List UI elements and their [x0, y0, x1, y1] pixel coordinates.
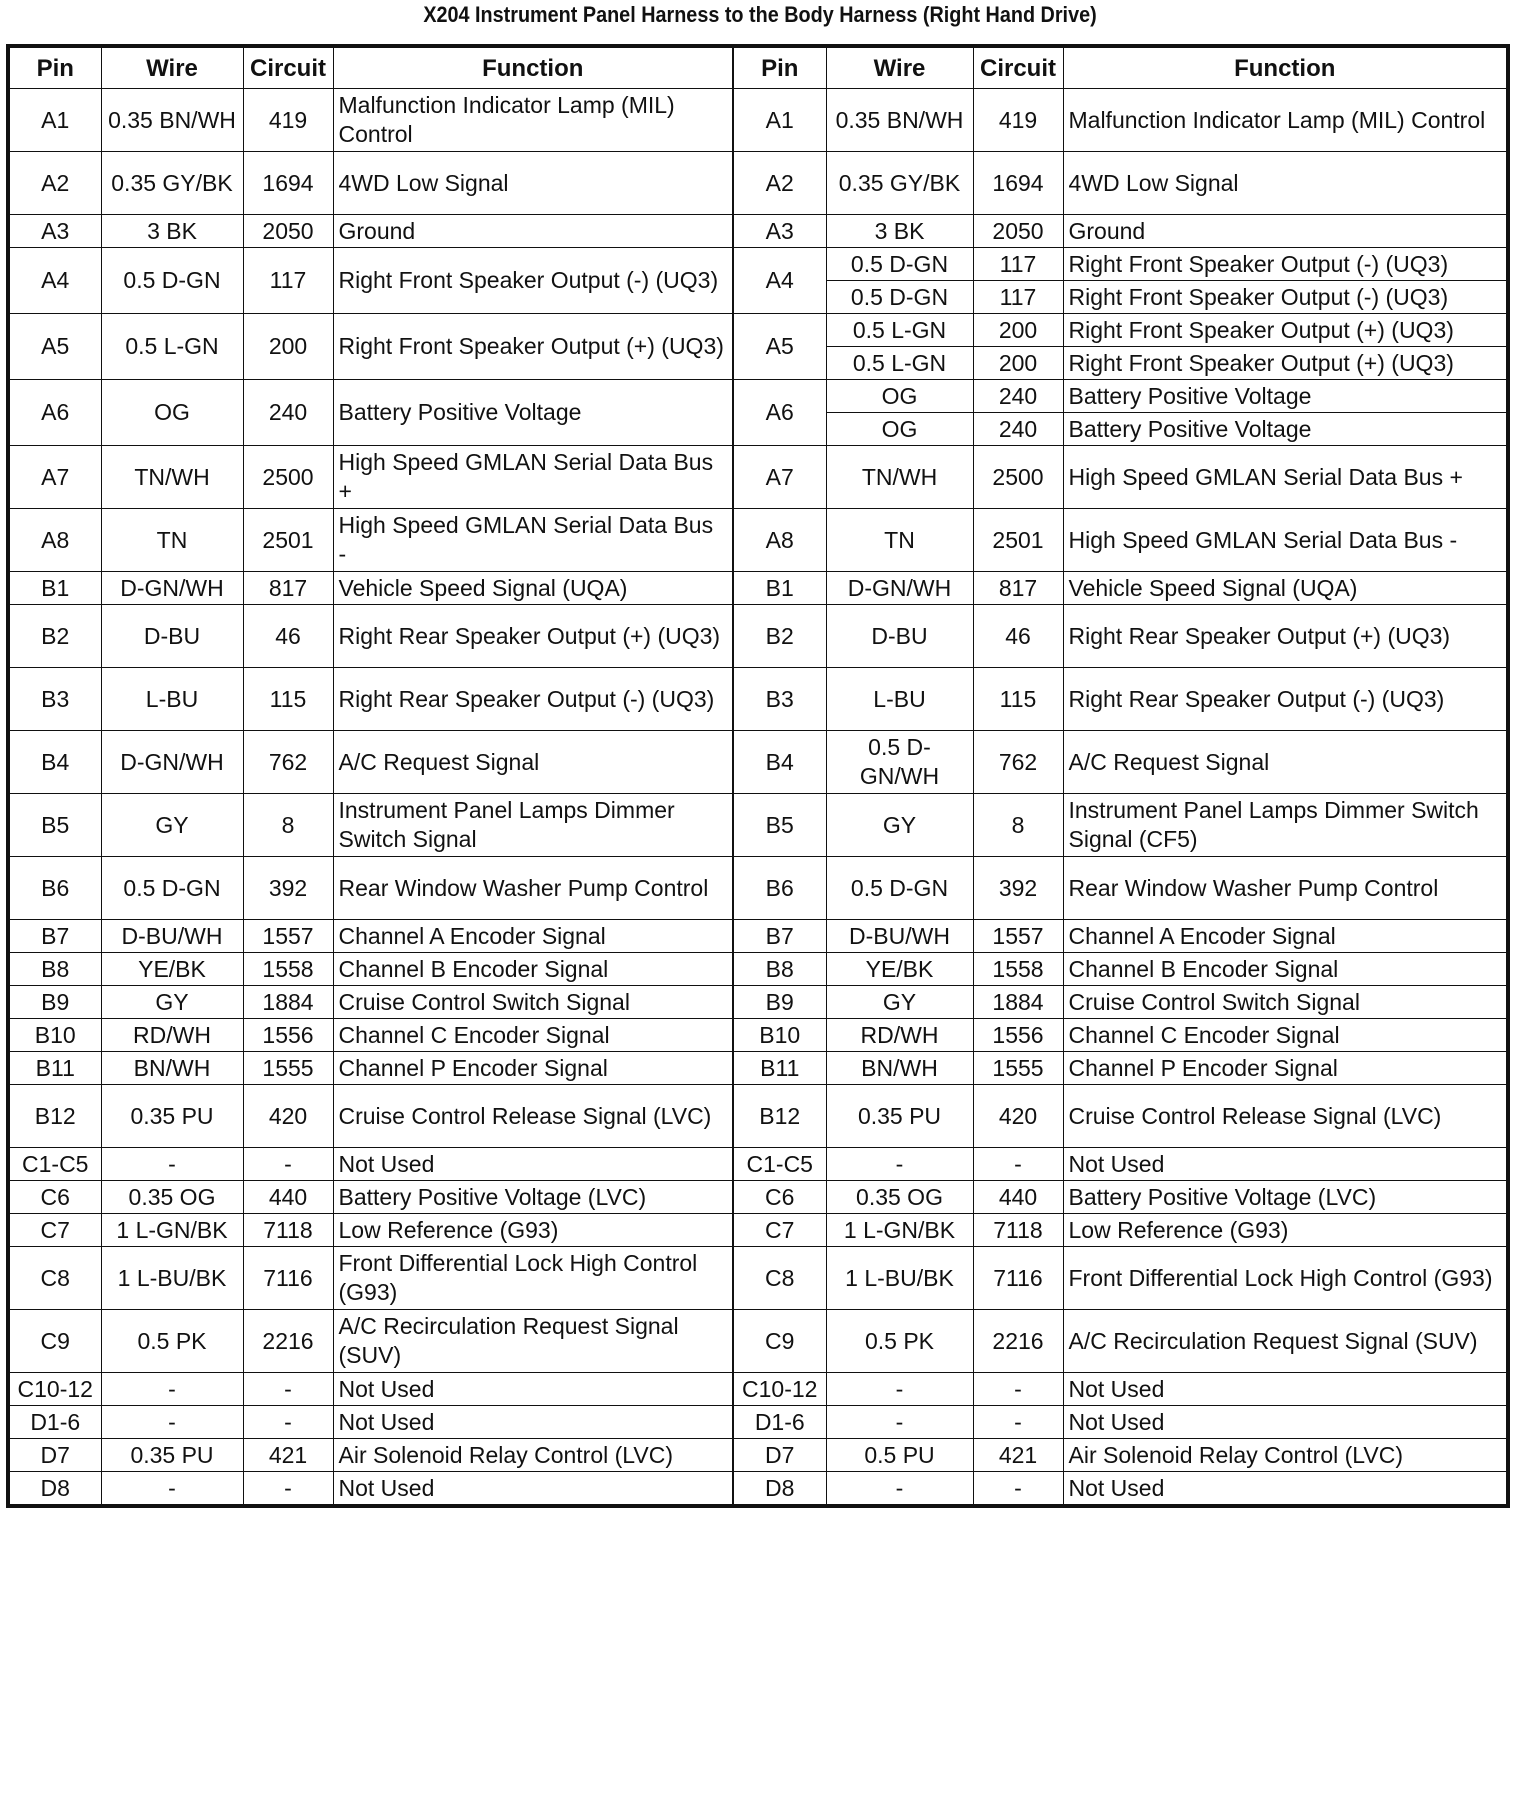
- pin-cell: A3: [733, 215, 826, 248]
- table-row: [8, 1085, 1508, 1148]
- circuit-cell: 1556: [243, 1019, 333, 1052]
- table-row: [8, 215, 1508, 248]
- function-cell: Instrument Panel Lamps Dimmer Switch Signal (CF5): [1063, 794, 1508, 857]
- function-cell: Right Front Speaker Output (+) (UQ3): [1063, 314, 1508, 347]
- table-row: [8, 953, 1508, 986]
- header-circuit: Circuit: [243, 46, 333, 89]
- function-cell: Ground: [333, 215, 733, 248]
- circuit-cell: 7118: [973, 1214, 1063, 1247]
- pin-cell: C7: [733, 1214, 826, 1247]
- pin-cell: A7: [8, 446, 101, 509]
- function-cell: Battery Positive Voltage: [1063, 380, 1508, 413]
- wire-cell: D-GN/WH: [101, 731, 243, 794]
- pin-cell: A1: [733, 89, 826, 152]
- circuit-cell: 762: [243, 731, 333, 794]
- circuit-cell: 2501: [243, 509, 333, 572]
- function-cell: Cruise Control Release Signal (LVC): [1063, 1085, 1508, 1148]
- circuit-cell: 2501: [973, 509, 1063, 572]
- function-cell: 4WD Low Signal: [1063, 152, 1508, 215]
- function-cell: Channel C Encoder Signal: [1063, 1019, 1508, 1052]
- wire-cell: D-BU: [826, 605, 973, 668]
- circuit-cell: 115: [243, 668, 333, 731]
- pin-cell: D7: [733, 1439, 826, 1472]
- circuit-cell: 1884: [243, 986, 333, 1019]
- pin-cell: B8: [733, 953, 826, 986]
- function-cell: Not Used: [333, 1148, 733, 1181]
- function-cell: Battery Positive Voltage: [333, 380, 733, 446]
- pin-cell: B10: [733, 1019, 826, 1052]
- pin-cell: B4: [8, 731, 101, 794]
- wire-cell: GY: [101, 794, 243, 857]
- wire-cell: 0.5 D-GN: [101, 248, 243, 314]
- pin-cell: C10-12: [733, 1373, 826, 1406]
- pin-cell: C8: [8, 1247, 101, 1310]
- pin-cell: B6: [8, 857, 101, 920]
- wire-cell: 0.5 D-GN: [826, 281, 973, 314]
- pin-cell: A7: [733, 446, 826, 509]
- pin-cell: B3: [733, 668, 826, 731]
- pin-cell: B9: [8, 986, 101, 1019]
- function-cell: Not Used: [333, 1472, 733, 1507]
- pin-cell: B10: [8, 1019, 101, 1052]
- function-cell: Battery Positive Voltage: [1063, 413, 1508, 446]
- circuit-cell: 7116: [243, 1247, 333, 1310]
- circuit-cell: 200: [973, 314, 1063, 347]
- function-cell: High Speed GMLAN Serial Data Bus -: [333, 509, 733, 572]
- pin-cell: A4: [733, 248, 826, 314]
- function-cell: Right Rear Speaker Output (-) (UQ3): [1063, 668, 1508, 731]
- circuit-cell: -: [243, 1373, 333, 1406]
- function-cell: Malfunction Indicator Lamp (MIL) Control: [1063, 89, 1508, 152]
- pin-cell: B5: [733, 794, 826, 857]
- pin-cell: C6: [733, 1181, 826, 1214]
- table-row: [8, 1019, 1508, 1052]
- pin-cell: A5: [8, 314, 101, 380]
- function-cell: High Speed GMLAN Serial Data Bus +: [333, 446, 733, 509]
- function-cell: Low Reference (G93): [1063, 1214, 1508, 1247]
- page-title: X204 Instrument Panel Harness to the Body Harness (Right Hand Drive): [423, 2, 1097, 27]
- function-cell: Cruise Control Switch Signal: [1063, 986, 1508, 1019]
- pin-cell: A2: [733, 152, 826, 215]
- wire-cell: 0.35 BN/WH: [826, 89, 973, 152]
- pin-cell: B12: [8, 1085, 101, 1148]
- function-cell: Channel B Encoder Signal: [1063, 953, 1508, 986]
- pin-cell: B2: [8, 605, 101, 668]
- wire-cell: 0.5 L-GN: [101, 314, 243, 380]
- wire-cell: -: [826, 1148, 973, 1181]
- pin-cell: B1: [8, 572, 101, 605]
- wire-cell: 1 L-GN/BK: [826, 1214, 973, 1247]
- pin-cell: D1-6: [8, 1406, 101, 1439]
- circuit-cell: 1694: [243, 152, 333, 215]
- circuit-cell: 419: [973, 89, 1063, 152]
- circuit-cell: 200: [973, 347, 1063, 380]
- function-cell: Rear Window Washer Pump Control: [1063, 857, 1508, 920]
- circuit-cell: 117: [973, 248, 1063, 281]
- table-row: [8, 1472, 1508, 1507]
- function-cell: A/C Request Signal: [333, 731, 733, 794]
- function-cell: Channel A Encoder Signal: [333, 920, 733, 953]
- function-cell: Not Used: [1063, 1472, 1508, 1507]
- wire-cell: 0.35 PU: [826, 1085, 973, 1148]
- pin-cell: C10-12: [8, 1373, 101, 1406]
- wire-cell: 0.35 GY/BK: [826, 152, 973, 215]
- wire-cell: 0.35 OG: [101, 1181, 243, 1214]
- wire-cell: 1 L-BU/BK: [101, 1247, 243, 1310]
- function-cell: Air Solenoid Relay Control (LVC): [1063, 1439, 1508, 1472]
- table-row: [8, 1373, 1508, 1406]
- function-cell: Right Front Speaker Output (-) (UQ3): [1063, 281, 1508, 314]
- wire-cell: 0.35 PU: [101, 1085, 243, 1148]
- wire-cell: -: [101, 1406, 243, 1439]
- circuit-cell: -: [973, 1148, 1063, 1181]
- circuit-cell: 1558: [973, 953, 1063, 986]
- wire-cell: OG: [826, 413, 973, 446]
- circuit-cell: 762: [973, 731, 1063, 794]
- circuit-cell: 419: [243, 89, 333, 152]
- wire-cell: -: [101, 1472, 243, 1507]
- circuit-cell: 115: [973, 668, 1063, 731]
- wire-cell: 0.5 PK: [826, 1310, 973, 1373]
- table-row: [8, 380, 1508, 413]
- circuit-cell: -: [973, 1373, 1063, 1406]
- table-row: [8, 89, 1508, 152]
- wire-cell: D-BU/WH: [101, 920, 243, 953]
- pin-cell: B11: [733, 1052, 826, 1085]
- circuit-cell: 46: [243, 605, 333, 668]
- circuit-cell: 817: [243, 572, 333, 605]
- circuit-cell: 2500: [973, 446, 1063, 509]
- pin-cell: D1-6: [733, 1406, 826, 1439]
- pin-cell: B5: [8, 794, 101, 857]
- function-cell: Rear Window Washer Pump Control: [333, 857, 733, 920]
- wire-cell: 0.5 D-GN: [826, 857, 973, 920]
- wire-cell: YE/BK: [826, 953, 973, 986]
- wire-cell: GY: [101, 986, 243, 1019]
- table-row: [8, 314, 1508, 347]
- function-cell: A/C Request Signal: [1063, 731, 1508, 794]
- wire-cell: 0.5 PU: [826, 1439, 973, 1472]
- function-cell: Not Used: [1063, 1406, 1508, 1439]
- wire-cell: -: [826, 1373, 973, 1406]
- pin-cell: B8: [8, 953, 101, 986]
- wire-cell: RD/WH: [826, 1019, 973, 1052]
- function-cell: High Speed GMLAN Serial Data Bus +: [1063, 446, 1508, 509]
- pin-cell: C6: [8, 1181, 101, 1214]
- pin-cell: A8: [733, 509, 826, 572]
- table-row: [8, 857, 1508, 920]
- pin-cell: B6: [733, 857, 826, 920]
- pin-cell: A6: [8, 380, 101, 446]
- function-cell: Ground: [1063, 215, 1508, 248]
- wire-cell: D-BU: [101, 605, 243, 668]
- function-cell: Channel C Encoder Signal: [333, 1019, 733, 1052]
- table-row: [8, 1052, 1508, 1085]
- function-cell: Not Used: [333, 1373, 733, 1406]
- circuit-cell: 2050: [973, 215, 1063, 248]
- circuit-cell: 392: [973, 857, 1063, 920]
- wire-cell: 0.5 D-GN: [101, 857, 243, 920]
- pin-cell: D7: [8, 1439, 101, 1472]
- circuit-cell: 46: [973, 605, 1063, 668]
- function-cell: Cruise Control Switch Signal: [333, 986, 733, 1019]
- function-cell: Not Used: [1063, 1373, 1508, 1406]
- function-cell: Vehicle Speed Signal (UQA): [1063, 572, 1508, 605]
- header-pin: Pin: [8, 46, 101, 89]
- circuit-cell: 7118: [243, 1214, 333, 1247]
- function-cell: Not Used: [1063, 1148, 1508, 1181]
- wire-cell: 0.5 L-GN: [826, 347, 973, 380]
- function-cell: Front Differential Lock High Control (G93): [333, 1247, 733, 1310]
- pin-cell: C7: [8, 1214, 101, 1247]
- wire-cell: 0.35 GY/BK: [101, 152, 243, 215]
- function-cell: Channel P Encoder Signal: [1063, 1052, 1508, 1085]
- function-cell: Battery Positive Voltage (LVC): [1063, 1181, 1508, 1214]
- pin-cell: A8: [8, 509, 101, 572]
- circuit-cell: 1556: [973, 1019, 1063, 1052]
- table-row: [8, 446, 1508, 509]
- header-function: Function: [333, 46, 733, 89]
- wire-cell: TN: [826, 509, 973, 572]
- function-cell: Channel A Encoder Signal: [1063, 920, 1508, 953]
- pin-cell: B9: [733, 986, 826, 1019]
- circuit-cell: 2216: [973, 1310, 1063, 1373]
- header-pin: Pin: [733, 46, 826, 89]
- pin-cell: D8: [8, 1472, 101, 1507]
- table-row: [8, 1214, 1508, 1247]
- function-cell: Right Front Speaker Output (-) (UQ3): [333, 248, 733, 314]
- function-cell: Battery Positive Voltage (LVC): [333, 1181, 733, 1214]
- pinout-table: [6, 44, 1510, 1508]
- table-row: [8, 572, 1508, 605]
- wire-cell: 0.35 BN/WH: [101, 89, 243, 152]
- table-row: [8, 152, 1508, 215]
- pin-cell: B11: [8, 1052, 101, 1085]
- circuit-cell: -: [243, 1472, 333, 1507]
- wire-cell: L-BU: [101, 668, 243, 731]
- pin-cell: A3: [8, 215, 101, 248]
- table-row: [8, 1406, 1508, 1439]
- circuit-cell: 392: [243, 857, 333, 920]
- circuit-cell: 8: [243, 794, 333, 857]
- function-cell: Right Rear Speaker Output (+) (UQ3): [1063, 605, 1508, 668]
- wire-cell: TN/WH: [826, 446, 973, 509]
- circuit-cell: -: [973, 1406, 1063, 1439]
- header-circuit: Circuit: [973, 46, 1063, 89]
- wire-cell: 0.5 D-GN/WH: [826, 731, 973, 794]
- circuit-cell: 817: [973, 572, 1063, 605]
- circuit-cell: 440: [973, 1181, 1063, 1214]
- table-row: [8, 605, 1508, 668]
- pin-cell: A4: [8, 248, 101, 314]
- circuit-cell: 240: [243, 380, 333, 446]
- wire-cell: 1 L-GN/BK: [101, 1214, 243, 1247]
- pin-cell: D8: [733, 1472, 826, 1507]
- circuit-cell: 420: [973, 1085, 1063, 1148]
- table-row: [8, 1310, 1508, 1373]
- table-row: [8, 986, 1508, 1019]
- header-function: Function: [1063, 46, 1508, 89]
- wire-cell: D-GN/WH: [101, 572, 243, 605]
- circuit-cell: 117: [973, 281, 1063, 314]
- circuit-cell: 1555: [973, 1052, 1063, 1085]
- pin-cell: C8: [733, 1247, 826, 1310]
- circuit-cell: 2216: [243, 1310, 333, 1373]
- wire-cell: 0.35 PU: [101, 1439, 243, 1472]
- circuit-cell: -: [243, 1148, 333, 1181]
- function-cell: Channel P Encoder Signal: [333, 1052, 733, 1085]
- pin-cell: B3: [8, 668, 101, 731]
- header-row: [8, 46, 1508, 89]
- table-row: [8, 920, 1508, 953]
- function-cell: A/C Recirculation Request Signal (SUV): [333, 1310, 733, 1373]
- circuit-cell: 440: [243, 1181, 333, 1214]
- wire-cell: GY: [826, 794, 973, 857]
- circuit-cell: 1555: [243, 1052, 333, 1085]
- circuit-cell: 1558: [243, 953, 333, 986]
- function-cell: Right Front Speaker Output (+) (UQ3): [333, 314, 733, 380]
- circuit-cell: 1694: [973, 152, 1063, 215]
- wire-cell: 0.5 PK: [101, 1310, 243, 1373]
- wire-cell: 0.35 OG: [826, 1181, 973, 1214]
- function-cell: Not Used: [333, 1406, 733, 1439]
- function-cell: A/C Recirculation Request Signal (SUV): [1063, 1310, 1508, 1373]
- circuit-cell: 7116: [973, 1247, 1063, 1310]
- wire-cell: L-BU: [826, 668, 973, 731]
- pin-cell: B12: [733, 1085, 826, 1148]
- function-cell: Right Front Speaker Output (-) (UQ3): [1063, 248, 1508, 281]
- wire-cell: -: [826, 1472, 973, 1507]
- circuit-cell: 1557: [243, 920, 333, 953]
- wire-cell: 0.5 L-GN: [826, 314, 973, 347]
- circuit-cell: 240: [973, 413, 1063, 446]
- circuit-cell: 2050: [243, 215, 333, 248]
- wire-cell: YE/BK: [101, 953, 243, 986]
- function-cell: Channel B Encoder Signal: [333, 953, 733, 986]
- pin-cell: C1-C5: [8, 1148, 101, 1181]
- function-cell: Vehicle Speed Signal (UQA): [333, 572, 733, 605]
- pin-cell: A2: [8, 152, 101, 215]
- circuit-cell: 421: [973, 1439, 1063, 1472]
- circuit-cell: -: [973, 1472, 1063, 1507]
- function-cell: Right Rear Speaker Output (-) (UQ3): [333, 668, 733, 731]
- wire-cell: BN/WH: [826, 1052, 973, 1085]
- wire-cell: D-BU/WH: [826, 920, 973, 953]
- pin-cell: B4: [733, 731, 826, 794]
- table-row: [8, 794, 1508, 857]
- function-cell: 4WD Low Signal: [333, 152, 733, 215]
- wire-cell: -: [101, 1148, 243, 1181]
- wire-cell: RD/WH: [101, 1019, 243, 1052]
- header-wire: Wire: [826, 46, 973, 89]
- wire-cell: 0.5 D-GN: [826, 248, 973, 281]
- circuit-cell: 200: [243, 314, 333, 380]
- wire-cell: OG: [826, 380, 973, 413]
- circuit-cell: 117: [243, 248, 333, 314]
- pin-cell: C1-C5: [733, 1148, 826, 1181]
- wire-cell: 3 BK: [101, 215, 243, 248]
- table-row: [8, 1247, 1508, 1310]
- table-row: [8, 668, 1508, 731]
- function-cell: Air Solenoid Relay Control (LVC): [333, 1439, 733, 1472]
- pin-cell: C9: [733, 1310, 826, 1373]
- circuit-cell: 420: [243, 1085, 333, 1148]
- table-row: [8, 1148, 1508, 1181]
- circuit-cell: -: [243, 1406, 333, 1439]
- pin-cell: C9: [8, 1310, 101, 1373]
- header-wire: Wire: [101, 46, 243, 89]
- circuit-cell: 1884: [973, 986, 1063, 1019]
- pin-cell: A1: [8, 89, 101, 152]
- wire-cell: 1 L-BU/BK: [826, 1247, 973, 1310]
- function-cell: High Speed GMLAN Serial Data Bus -: [1063, 509, 1508, 572]
- circuit-cell: 8: [973, 794, 1063, 857]
- wire-cell: BN/WH: [101, 1052, 243, 1085]
- pin-cell: B2: [733, 605, 826, 668]
- wire-cell: D-GN/WH: [826, 572, 973, 605]
- table-row: [8, 731, 1508, 794]
- function-cell: Malfunction Indicator Lamp (MIL) Control: [333, 89, 733, 152]
- wire-cell: GY: [826, 986, 973, 1019]
- function-cell: Instrument Panel Lamps Dimmer Switch Signal: [333, 794, 733, 857]
- wire-cell: TN: [101, 509, 243, 572]
- table-row: [8, 248, 1508, 281]
- pin-cell: A5: [733, 314, 826, 380]
- pin-cell: B1: [733, 572, 826, 605]
- wire-cell: -: [826, 1406, 973, 1439]
- function-cell: Right Front Speaker Output (+) (UQ3): [1063, 347, 1508, 380]
- wire-cell: OG: [101, 380, 243, 446]
- wire-cell: TN/WH: [101, 446, 243, 509]
- table-row: [8, 1181, 1508, 1214]
- function-cell: Low Reference (G93): [333, 1214, 733, 1247]
- circuit-cell: 1557: [973, 920, 1063, 953]
- circuit-cell: 421: [243, 1439, 333, 1472]
- pin-cell: A6: [733, 380, 826, 446]
- pin-cell: B7: [8, 920, 101, 953]
- function-cell: Cruise Control Release Signal (LVC): [333, 1085, 733, 1148]
- function-cell: Front Differential Lock High Control (G93): [1063, 1247, 1508, 1310]
- pin-cell: B7: [733, 920, 826, 953]
- wire-cell: -: [101, 1373, 243, 1406]
- function-cell: Right Rear Speaker Output (+) (UQ3): [333, 605, 733, 668]
- table-row: [8, 1439, 1508, 1472]
- table-row: [8, 509, 1508, 572]
- circuit-cell: 240: [973, 380, 1063, 413]
- wire-cell: 3 BK: [826, 215, 973, 248]
- circuit-cell: 2500: [243, 446, 333, 509]
